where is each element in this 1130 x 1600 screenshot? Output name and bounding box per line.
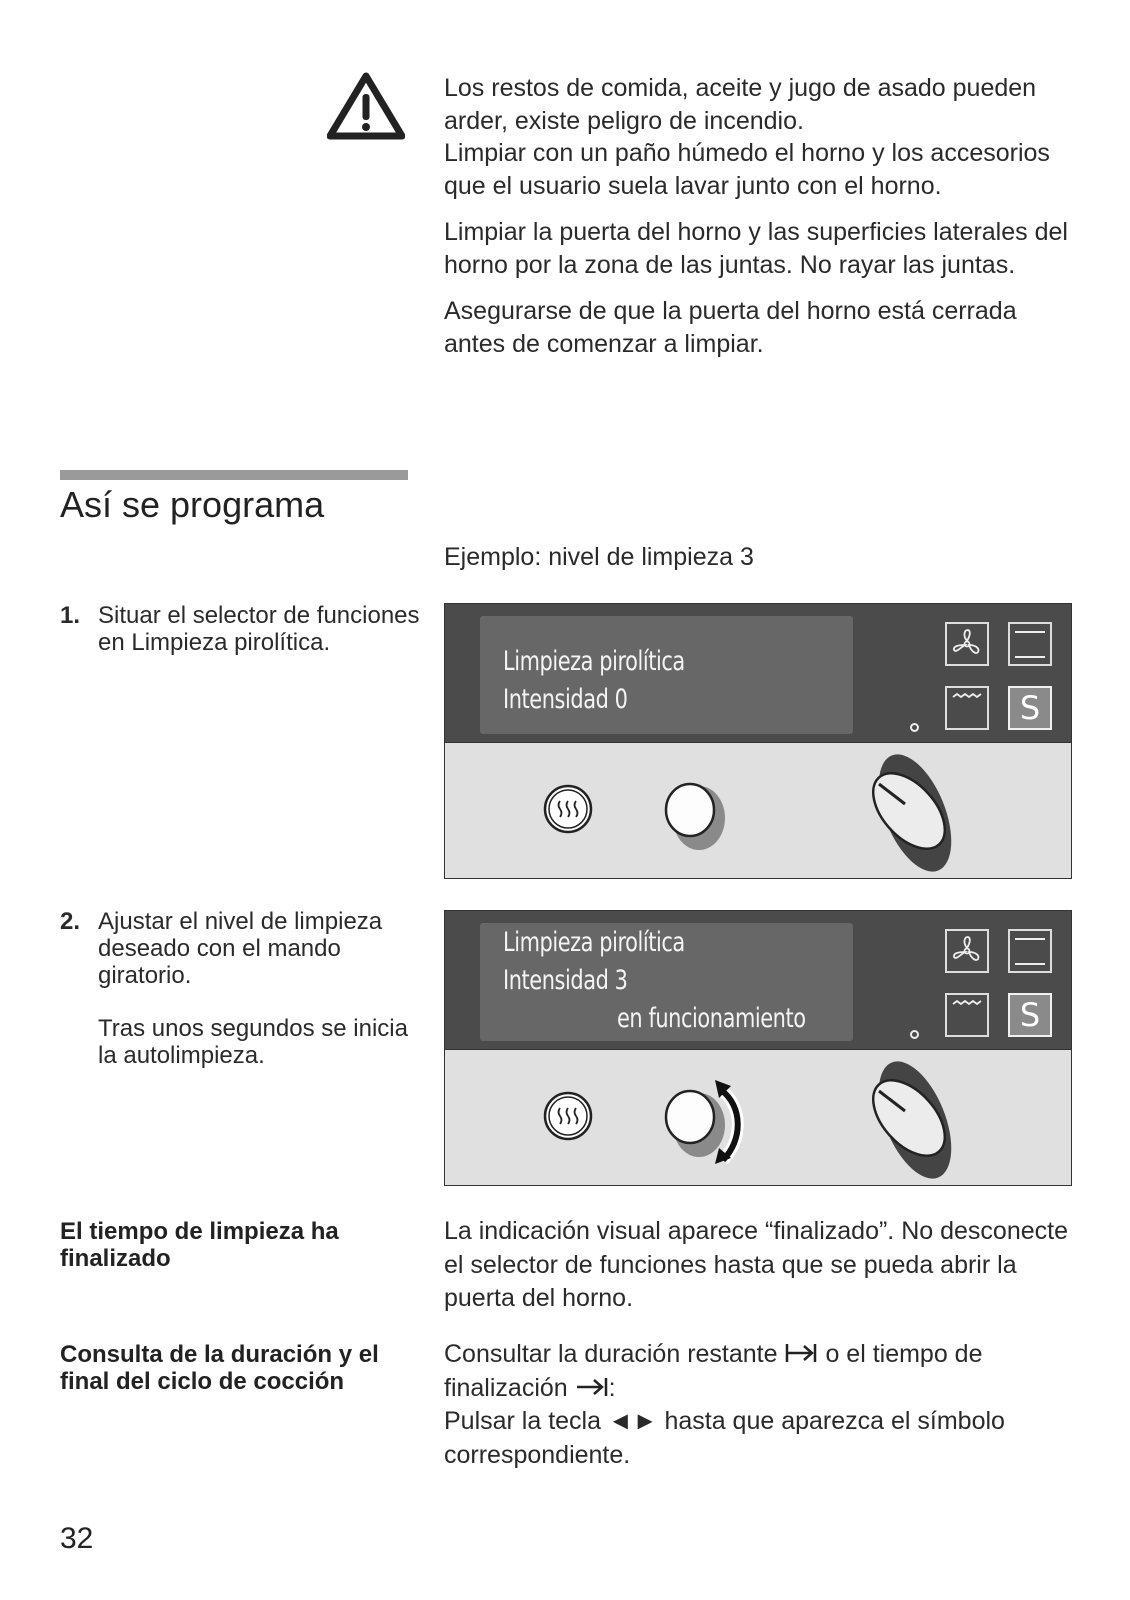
warning-triangle-icon: [327, 72, 405, 140]
remaining-duration-icon: [784, 1342, 818, 1364]
display-area: [445, 604, 1071, 742]
fan-icon: [945, 622, 989, 666]
warning-line-1: Los restos de comida, aceite y jugo de asado pueden arder, existe peligro de incendio.: [444, 74, 1037, 135]
step-note: Tras unos segundos se inicia la autolimpieza.: [98, 1015, 408, 1069]
control-area: [445, 742, 1071, 879]
display-line-2: Intensidad 3: [503, 965, 628, 996]
duration-text: Consultar la duración restante o el tiempo de finalización : Pulsar la tecla ◄► hasta que aparezca el símbolo correspondiente.: [444, 1340, 1005, 1469]
arrow-keys-icon: ◄►: [607, 1407, 658, 1435]
oven-panel-2: [444, 910, 1072, 1186]
section-title: Así se programa: [60, 484, 325, 525]
display-line-1: Limpieza pirolítica: [503, 646, 685, 677]
example-caption: Ejemplo: nivel de limpieza 3: [444, 543, 754, 571]
function-selector-icon[interactable]: [855, 749, 975, 879]
warning-paragraph-2: Limpiar la puerta del horno y las superficies laterales del horno por la zona de las juntas. No rayar las juntas.: [444, 218, 1068, 279]
finished-text: [444, 1215, 1084, 1316]
top-heat-icon: [1008, 622, 1052, 666]
grill-icon: [945, 686, 989, 730]
function-selector-icon[interactable]: [855, 1056, 975, 1186]
warning-paragraph-3: Asegurarse de que la puerta del horno está cerrada antes de comenzar a limpiar.: [444, 297, 1017, 358]
s-function-icon: S: [1008, 686, 1052, 730]
display-line-2: Intensidad 0: [503, 684, 628, 715]
control-area: [445, 1049, 1071, 1186]
end-time-icon: [575, 1376, 609, 1398]
steam-button-icon[interactable]: [540, 1086, 596, 1146]
fan-icon: [945, 929, 989, 973]
warning-text: [444, 72, 1084, 360]
grill-icon: [945, 993, 989, 1037]
duration-text-a: Consultar la duración restante: [444, 1340, 778, 1368]
step-1: [60, 602, 420, 656]
section-divider: [60, 470, 408, 480]
finished-label: El tiempo de limpieza ha finalizado: [60, 1218, 339, 1272]
lcd-display: [480, 923, 853, 1041]
top-heat-icon: [1008, 929, 1052, 973]
duration-text-c: Pulsar la tecla: [444, 1407, 602, 1435]
duration-text-b: o el tiempo de finalización: [444, 1340, 983, 1402]
display-line-3: en funcionamiento: [617, 1003, 806, 1034]
s-function-icon: S: [1008, 993, 1052, 1037]
step-number: 2.: [60, 908, 81, 935]
duration-text-d: hasta que aparezca el símbolo correspondiente.: [444, 1407, 1005, 1469]
indicator-dot: [910, 723, 919, 732]
duration-label: Consulta de la duración y el final del ciclo de cocción: [60, 1341, 379, 1395]
indicator-dot: [910, 1030, 919, 1039]
oven-panel-1: [444, 603, 1072, 879]
display-line-1: Limpieza pirolítica: [503, 927, 685, 958]
rotary-knob-icon[interactable]: [663, 1078, 763, 1168]
lcd-display: [480, 616, 853, 734]
rotary-knob-icon[interactable]: [663, 777, 733, 857]
step-text: Situar el selector de funciones en Limpieza pirolítica.: [98, 602, 420, 656]
warning-line-2: Limpiar con un paño húmedo el horno y los accesorios que el usuario suela lavar junto con el horno.: [444, 139, 1050, 200]
finished-paragraph: La indicación visual aparece “finalizado”. No desconecte el selector de funciones hasta que se pueda abrir la puerta del horno.: [444, 1217, 1068, 1312]
page-number: 32: [60, 1522, 94, 1555]
step-2: [60, 908, 420, 1069]
step-number: 1.: [60, 602, 81, 629]
steam-button-icon[interactable]: [540, 779, 596, 839]
step-text: Ajustar el nivel de limpieza deseado con el mando giratorio.: [98, 908, 383, 989]
display-area: [445, 911, 1071, 1049]
